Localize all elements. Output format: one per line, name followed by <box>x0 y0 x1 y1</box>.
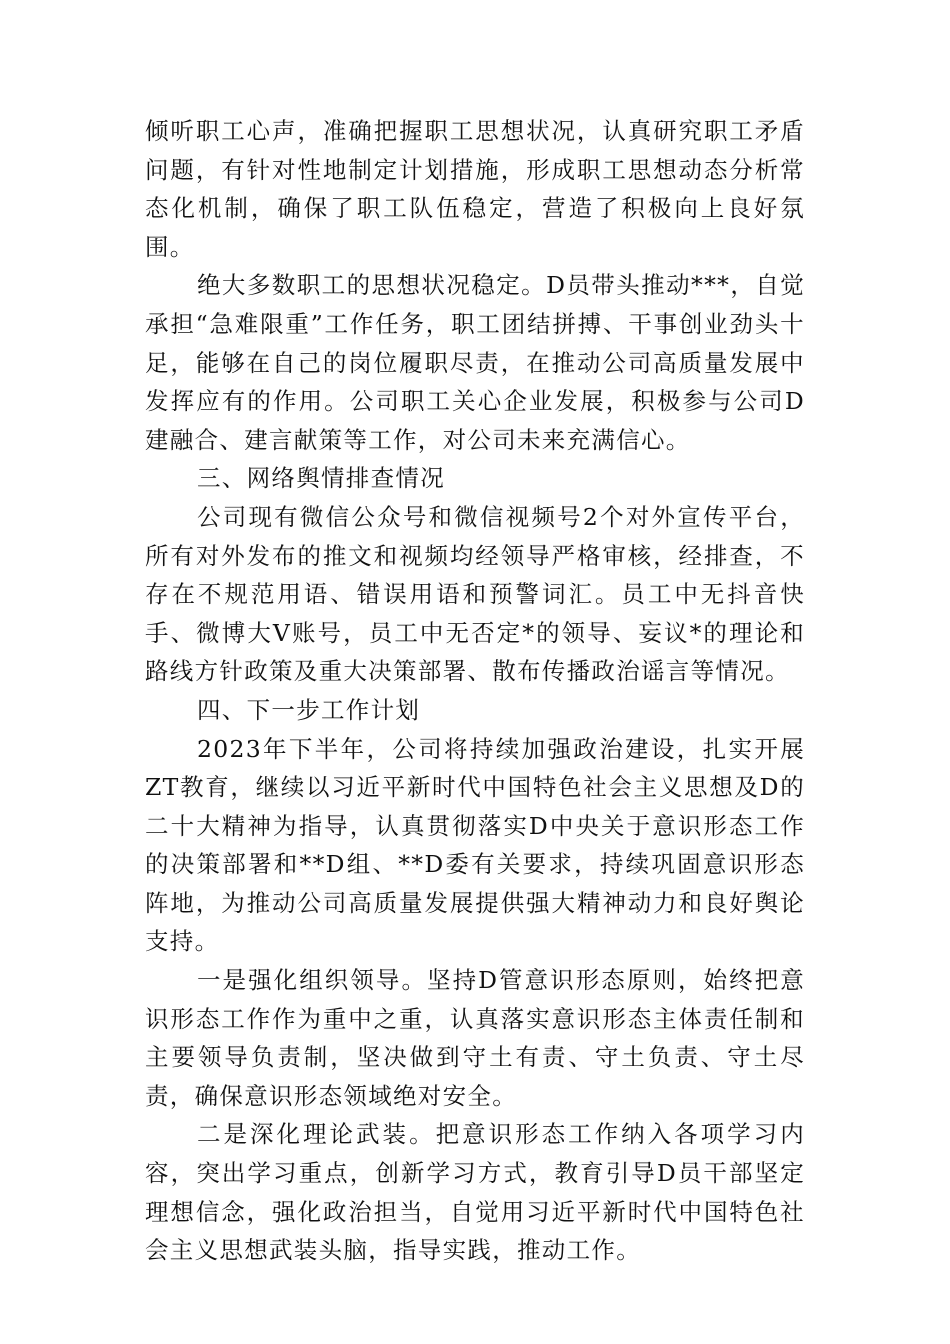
paragraph-staff-thought-status: 绝大多数职工的思想状况稳定。D员带头推动***，自觉承担“急难限重”工作任务，职工团结拼搏、干事创业劲头十足，能够在自己的岗位履职尽责，在推动公司高质量发展中发挥应有的作用。公司职工关心企业发展，积极参与公司D建融合、建言献策等工作，对公司未来充满信心。 <box>145 271 805 454</box>
document-page <box>145 112 805 1270</box>
paragraph-listen-to-staff: 倾听职工心声，准确把握职工思想状况，认真研究职工矛盾问题，有针对性地制定计划措施，形成职工思想动态分析常态化机制，确保了职工队伍稳定，营造了积极向上良好氛围。 <box>145 117 805 261</box>
paragraph-plan-item-two: 二是深化理论武装。把意识形态工作纳入各项学习内容，突出学习重点，创新学习方式，教育引导D员干部坚定理想信念，强化政治担当，自觉用习近平新时代中国特色社会主义思想武装头脑，指导实践，推动工作。 <box>145 1120 805 1265</box>
section-heading-network-opinion: 三、网络舆情排查情况 <box>197 464 445 493</box>
paragraph-next-plan-intro: 2023年下半年，公司将持续加强政治建设，扎实开展ZT教育，继续以习近平新时代中国特色社会主义思想及D的二十大精神为指导，认真贯彻落实D中央关于意识形态工作的决策部署和**D组、**D委有关要求，持续巩固意识形态阵地，为推动公司高质量发展提供强大精神动力和良好舆论支持。 <box>145 734 805 956</box>
paragraph-plan-item-one: 一是强化组织领导。坚持D管意识形态原则，始终把意识形态工作作为重中之重，认真落实意识形态主体责任制和主要领导负责制，坚决做到守土有责、守土负责、守土尽责，确保意识形态领域绝对安全。 <box>145 966 805 1110</box>
paragraph-network-opinion: 公司现有微信公众号和微信视频号2个对外宣传平台，所有对外发布的推文和视频均经领导严格审核，经排查，不存在不规范用语、错误用语和预警词汇。员工中无抖音快手、微博大V账号，员工中无否定*的领导、妄议*的理论和路线方针政策及重大决策部署、散布传播政治谣言等情况。 <box>145 502 805 686</box>
section-heading-next-plan: 四、下一步工作计划 <box>197 695 421 724</box>
